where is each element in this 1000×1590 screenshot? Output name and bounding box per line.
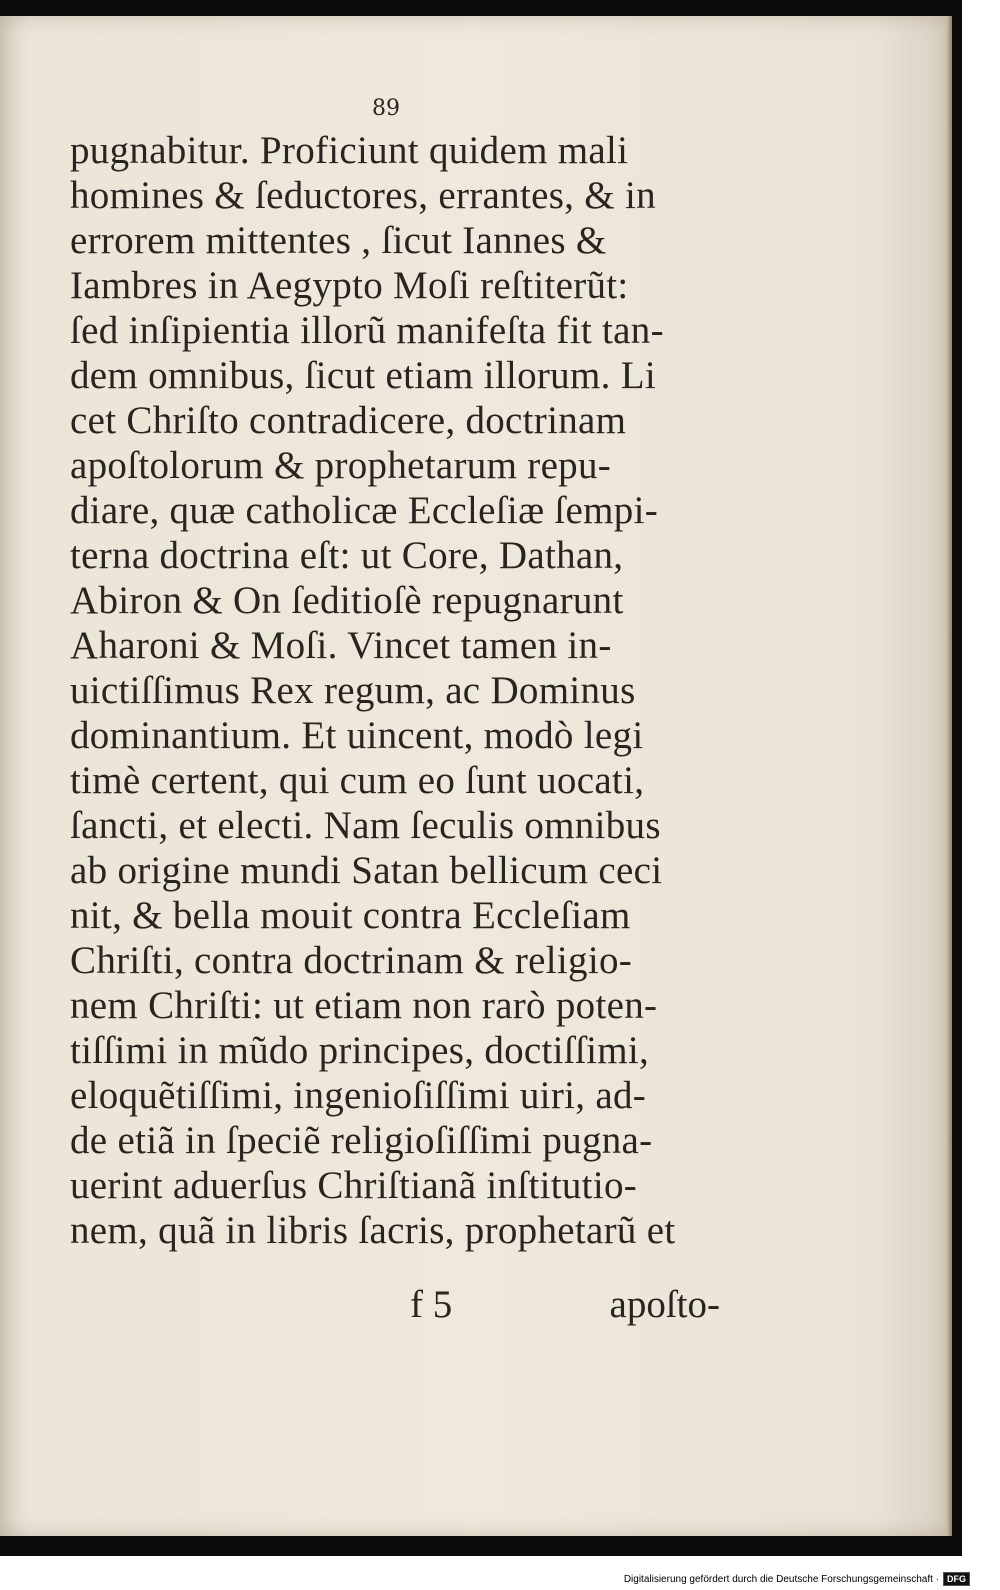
text-line: homines & ſeductores, errantes, & in xyxy=(70,174,656,217)
text-line: timè certent, qui cum eo ſunt uocati, xyxy=(70,759,645,802)
text-line: Aharoni & Moſi. Vincet tamen in- xyxy=(70,624,612,667)
text-line: terna doctrina eſt: ut Core, Dathan, xyxy=(70,534,624,577)
text-line: Chriſti, contra doctrinam & religio- xyxy=(70,939,633,982)
text-line: dem omnibus, ſicut etiam illorum. Li xyxy=(70,354,656,397)
text-line: eloquẽtiſſimi, ingenioſiſſimi uiri, ad- xyxy=(70,1074,647,1117)
signature-mark: f 5 xyxy=(410,1283,453,1326)
text-line: Abiron & On ſeditioſè repugnarunt xyxy=(70,579,624,622)
digitization-credit xyxy=(624,1572,970,1586)
page-edge xyxy=(946,16,952,1536)
dfg-logo: DFG xyxy=(943,1572,970,1586)
text-line: nem, quã in libris ſacris, prophetarũ et xyxy=(70,1209,676,1252)
text-line: pugnabitur. Proficiunt quidem mali xyxy=(70,129,629,172)
text-line: apoſtolorum & prophetarum repu- xyxy=(70,444,612,487)
text-line: errorem mittentes , ſicut Iannes & xyxy=(70,219,607,262)
text-line: ab origine mundi Satan bellicum ceci xyxy=(70,849,663,892)
text-line: cet Chriſto contradicere, doctrinam xyxy=(70,399,627,442)
text-line: de etiã in ſpeciẽ religioſiſſimi pugna- xyxy=(70,1119,653,1162)
text-line: uictiſſimus Rex regum, ac Dominus xyxy=(70,669,636,712)
text-line: diare, quæ catholicæ Eccleſiæ ſempi- xyxy=(70,489,659,532)
text-line: ſancti, et electi. Nam ſeculis omnibus xyxy=(70,804,661,847)
text-line: dominantium. Et uincent, modò legi xyxy=(70,714,644,757)
text-line: Iambres in Aegypto Moſi reſtiterũt: xyxy=(70,264,629,307)
credit-text: Digitalisierung gefördert durch die Deutsche Forschungsgemeinschaft · xyxy=(623,1573,939,1585)
text-line: uerint aduerſus Chriſtianã inſtitutio- xyxy=(70,1164,638,1207)
text-line: ſed inſipientia illorũ manifeſta fit tan- xyxy=(70,309,664,352)
text-line: tiſſimi in mũdo principes, doctiſſimi, xyxy=(70,1029,650,1072)
catchword: apoſto- xyxy=(609,1283,720,1326)
text-line: nem Chriſti: ut etiam non rarò poten- xyxy=(70,984,658,1027)
page-number: 89 xyxy=(372,96,400,121)
text-line: nit, & bella mouit contra Eccleſiam xyxy=(70,894,631,937)
page-footer xyxy=(70,1282,720,1327)
text-block xyxy=(70,128,720,1253)
